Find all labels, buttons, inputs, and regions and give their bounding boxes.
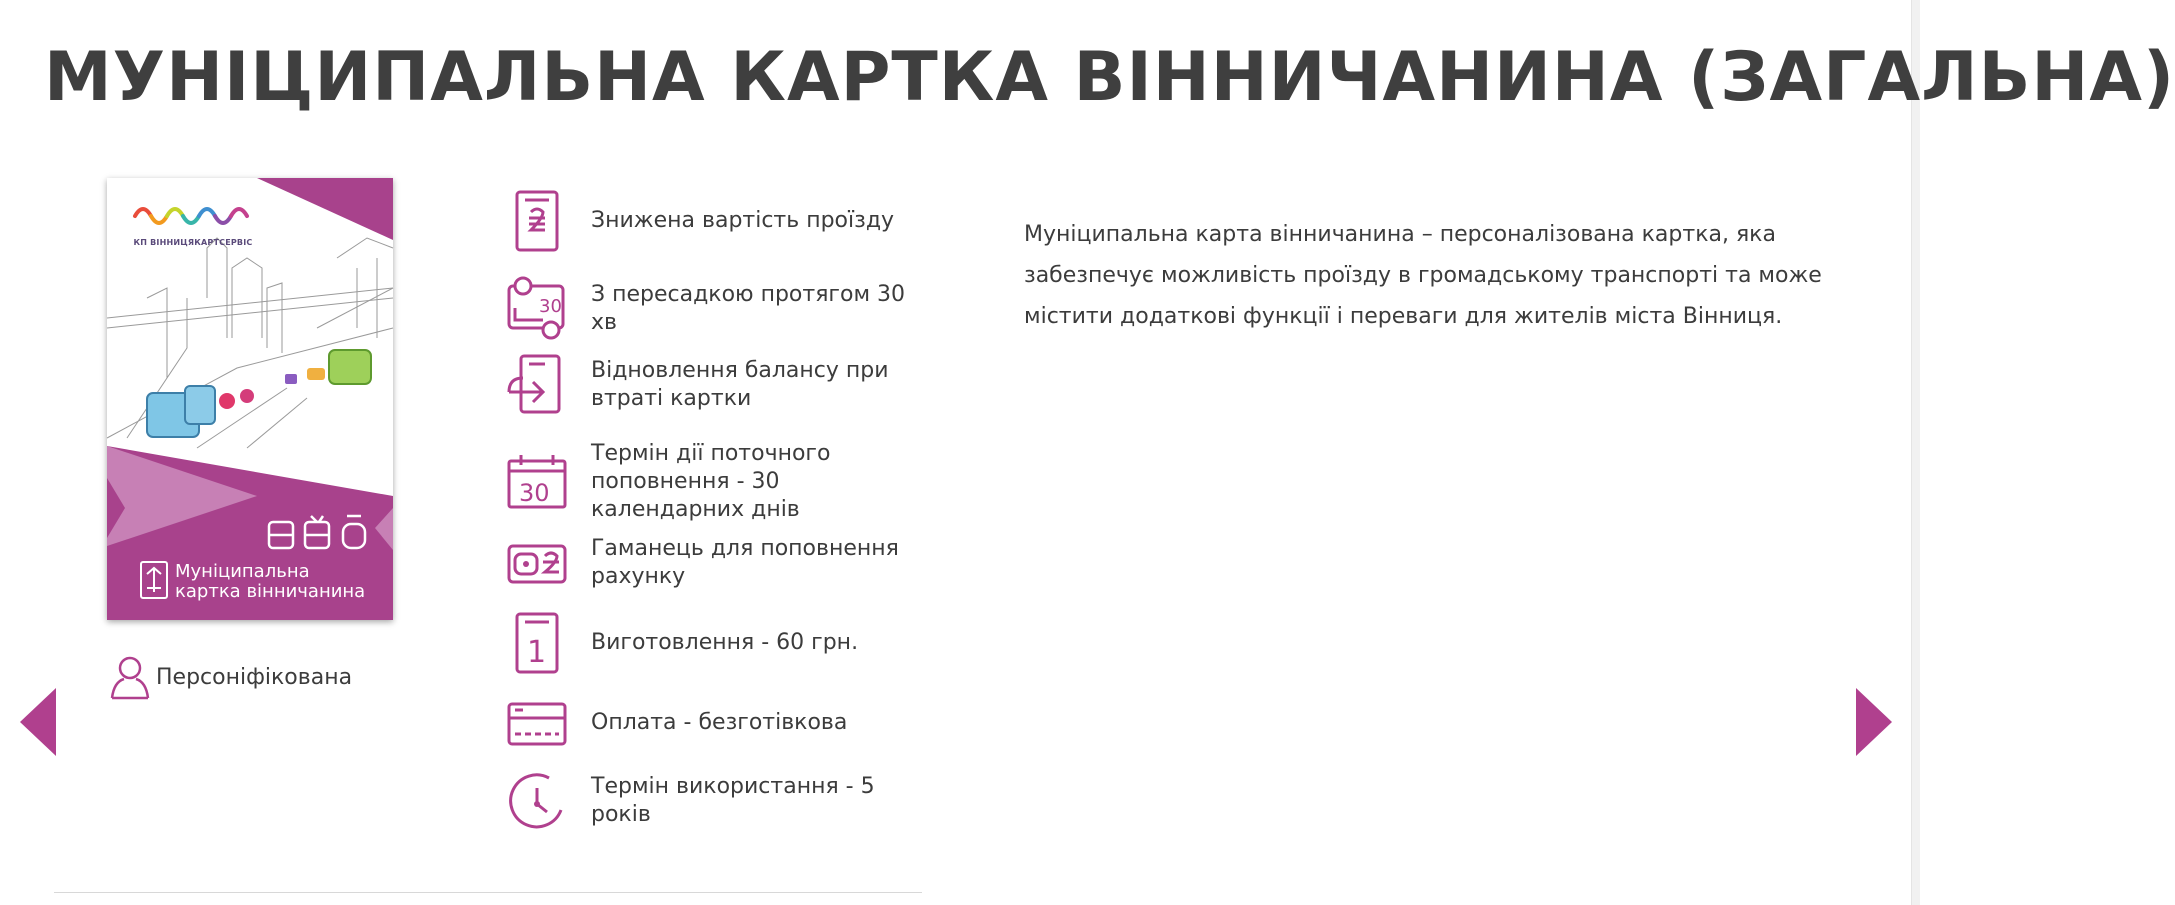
calendar-30-icon [505,449,569,515]
card-title-line1: Муніципальна [175,561,310,582]
feature-text: Виготовлення - 60 грн. [591,630,859,655]
feature-wallet [505,530,921,596]
triangle-left-icon[interactable] [20,688,56,756]
feature-payment [505,690,921,756]
person-outline-icon [108,654,152,700]
card-title-line2: картка вінничанина [175,581,366,602]
feature-text: Гаманець для поповнення рахунку [591,536,899,589]
card-logo-text: КП ВІННИЦЯКАРТСЕРВІС [133,238,253,247]
card-title [175,562,365,602]
svg-text:30: 30 [519,479,550,507]
card-restore-icon [505,352,569,418]
feature-text: Відновлення балансу при втраті картки [591,358,889,411]
triangle-right-icon[interactable] [1856,688,1892,756]
wallet-hryvnia-icon [505,530,569,596]
feature-restore [505,352,921,418]
feature-reduced-fare [505,188,921,254]
bank-card-icon [505,690,569,756]
personified-label: Персоніфікована [156,664,353,690]
feature-text: Оплата - безготівкова [591,710,848,735]
feature-text: З пересадкою протягом 30 хв [591,282,906,335]
card-description: Муніципальна карта вінничанина – персоналізована картка, яка забезпечує можливість проїзду в громадському транспорті та може містити додаткові функції і переваги для жителів міста Вінниця. [1024,222,1822,329]
feature-lifetime [505,768,921,834]
card-image [107,178,393,620]
svg-text:1: 1 [527,635,547,670]
feature-text: Термін використання - 5 років [591,774,875,827]
clock-icon [505,768,569,834]
svg-text:30: 30 [539,296,562,317]
hryvnia-document-icon [505,188,569,254]
personified-badge [108,654,352,700]
transfer-timer-icon [505,276,569,342]
card-number-one-icon [505,610,569,676]
feature-production [505,610,921,676]
feature-transfer [505,276,921,342]
feature-validity [505,440,921,524]
page-title: МУНІЦИПАЛЬНА КАРТКА ВІННИЧАНИНА (ЗАГАЛЬНА) [44,38,2175,117]
feature-text: Знижена вартість проїзду [591,208,895,233]
section-divider [54,892,922,893]
feature-text: Термін дії поточного поповнення - 30 календарних днів [591,441,831,522]
page-scrollbar[interactable] [1911,0,1920,905]
